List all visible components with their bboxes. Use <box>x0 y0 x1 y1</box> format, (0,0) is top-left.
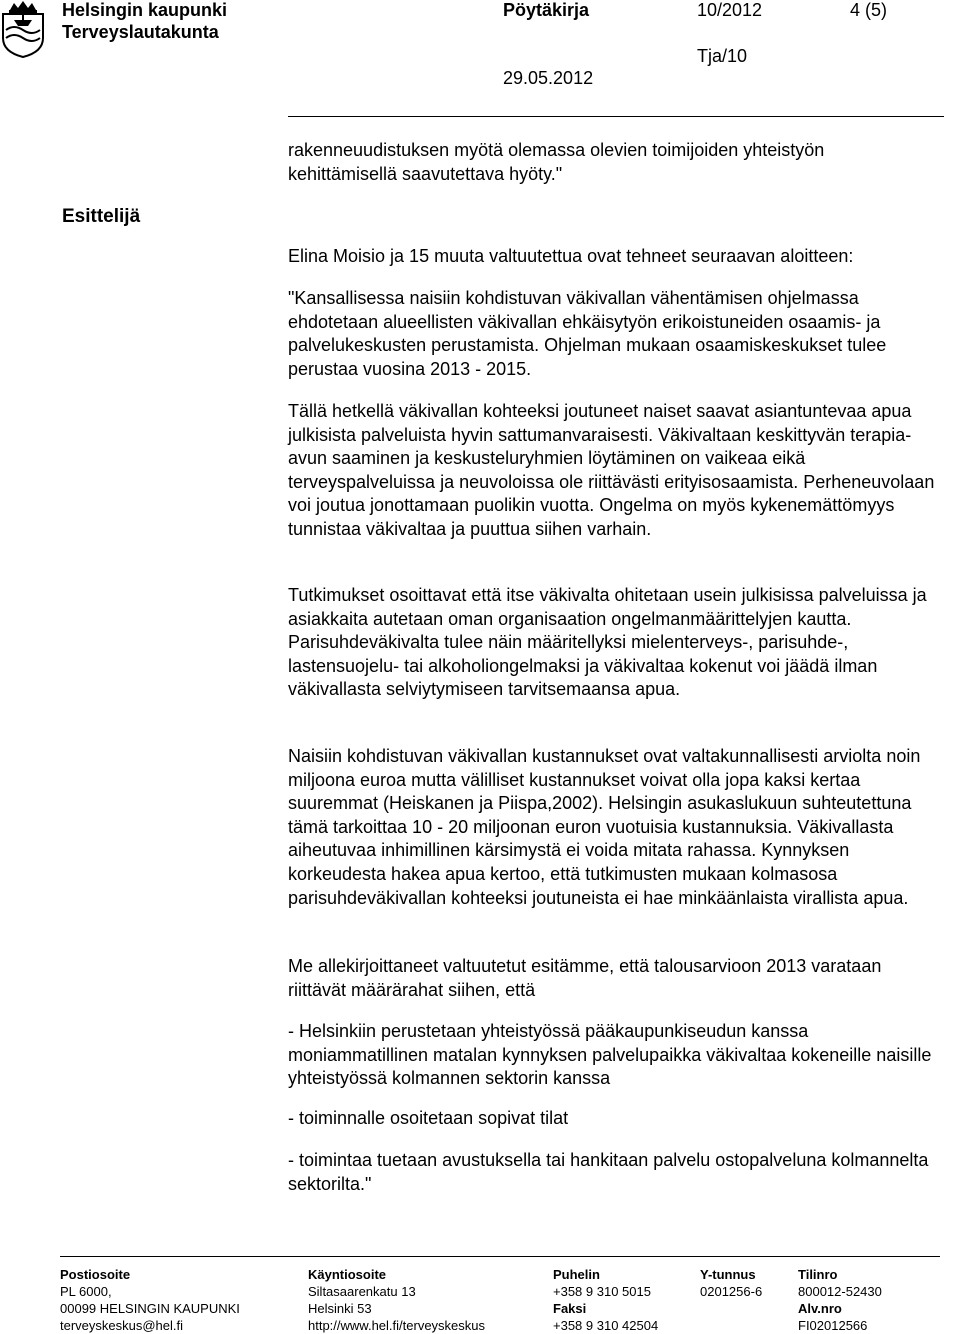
paragraph: Tutkimukset osoittavat että itse väkivalta ohitetaan usein julkisissa palveluissa ja asiakkaita autetaan oman organisaation ongelmanmäärittelyjen kautta. Parisuhdeväkivalta tulee näin määritellyksi mielenterveys-, parisuhde-, lastensuojelu- tai alkoholiongelmaksi ja väkivaltaa kokenut voi jäädä ilman väkivallasta selviytymiseen tarvitsemaansa apua. <box>288 585 927 700</box>
presenter-label: Esittelijä <box>62 206 141 227</box>
intro-line: kehittämisellä saavutettava hyöty." <box>288 163 563 184</box>
footer-rule <box>60 1256 940 1257</box>
footer-account: Tilinro 800012-52430 Alv.nro FI02012566 <box>798 1267 882 1333</box>
paragraph: Elina Moisio ja 15 muuta valtuutettua ovat tehneet seuraavan aloitteen: <box>288 246 854 266</box>
org-name: Helsingin kaupunki <box>62 0 228 20</box>
doc-date: 29.05.2012 <box>503 68 594 88</box>
org-unit: Terveyslautakunta <box>62 22 219 42</box>
list-item: - toimintaa tuetaan avustuksella tai hankitaan palvelu ostopalveluna kolmannelta sektorilta." <box>288 1150 929 1194</box>
footer-postal: Postiosoite PL 6000, 00099 HELSINGIN KAUPUNKI terveyskeskus@hel.fi <box>60 1267 240 1333</box>
paragraph: "Kansallisessa naisiin kohdistuvan väkivallan vähentämisen ohjelmassa ehdotetaan alueellisten väkivallan ehkäisytyön erikoistuneiden osaamis- ja palvelukeskusten perustamista. Ohjelman mukaan osaamiskeskukset tulee perustaa vuosina 2013 - 2015. <box>288 288 887 379</box>
paragraph: Me allekirjoittaneet valtuutetut esitämme, että talousarvioon 2013 varataan riittävät määrärahat siihen, että <box>288 956 882 1000</box>
case-ref: Tja/10 <box>697 46 748 66</box>
helsinki-crest-icon <box>0 0 46 58</box>
footer-phone: Puhelin +358 9 310 5015 Faksi +358 9 310 42504 <box>553 1267 659 1333</box>
page-number: 4 (5) <box>850 0 888 20</box>
paragraph: Tällä hetkellä väkivallan kohteeksi joutuneet naiset saavat asiantuntevaa apua julkisista palveluista hyvin sattumanvaraisesti. Väkivaltaan keskittyvän terapia-avun saaminen ja keskusteluryhmien löytäminen on vaikeaa eikä terveyspalveluissa ja neuvoloissa ole riittävästi erityisosaamista. Perheneuvolaan voi joutua jonottamaan puolikin vuotta. Ongelma on myös kykenemättömyys tunnistaa väkivaltaa ja puuttua siihen varhain. <box>288 401 935 539</box>
footer-business-id: Y-tunnus 0201256-6 <box>700 1267 763 1299</box>
intro-text <box>288 139 938 186</box>
paragraph: Naisiin kohdistuvan väkivallan kustannukset ovat valtakunnallisesti arviolta noin miljoona euroa mutta välilliset kustannukset voivat olla jopa kaksi kertaa suuremmat (Heiskanen ja Piispa,2002). Helsingin asukaslukuun suhteutettuna tämä tarkoittaa 10 - 20 miljoonan euron vuotuisia kustannuksia. Väkivallasta aiheutuvaa inhimillinen kärsimystä ei voida mitata rahassa. Kynnyksen korkeudesta hakea apua kertoo, että tutkimusten mukaan kolmasosa parisuhdeväkivallan kohteeksi joutuneista ei hae minkäänlaista virallista apua. <box>288 746 921 908</box>
doc-type: Pöytäkirja <box>503 0 590 20</box>
list-item: - Helsinkiin perustetaan yhteistyössä pääkaupunkiseudun kanssa moniammatillinen matalan kynnyksen palvelupaikka väkivaltaa kokeneille naisille yhteistyössä kolmannen sektorin kanssa <box>288 1021 932 1089</box>
intro-line: rakenneuudistuksen myötä olemassa olevien toimijoiden yhteistyön <box>288 140 825 160</box>
header-rule <box>288 116 944 117</box>
doc-number: 10/2012 <box>697 0 763 20</box>
footer-visit: Käyntiosoite Siltasaarenkatu 13 Helsinki 53 http://www.hel.fi/terveyskeskus <box>308 1267 486 1333</box>
list-item: - toiminnalle osoitetaan sopivat tilat <box>288 1108 569 1128</box>
